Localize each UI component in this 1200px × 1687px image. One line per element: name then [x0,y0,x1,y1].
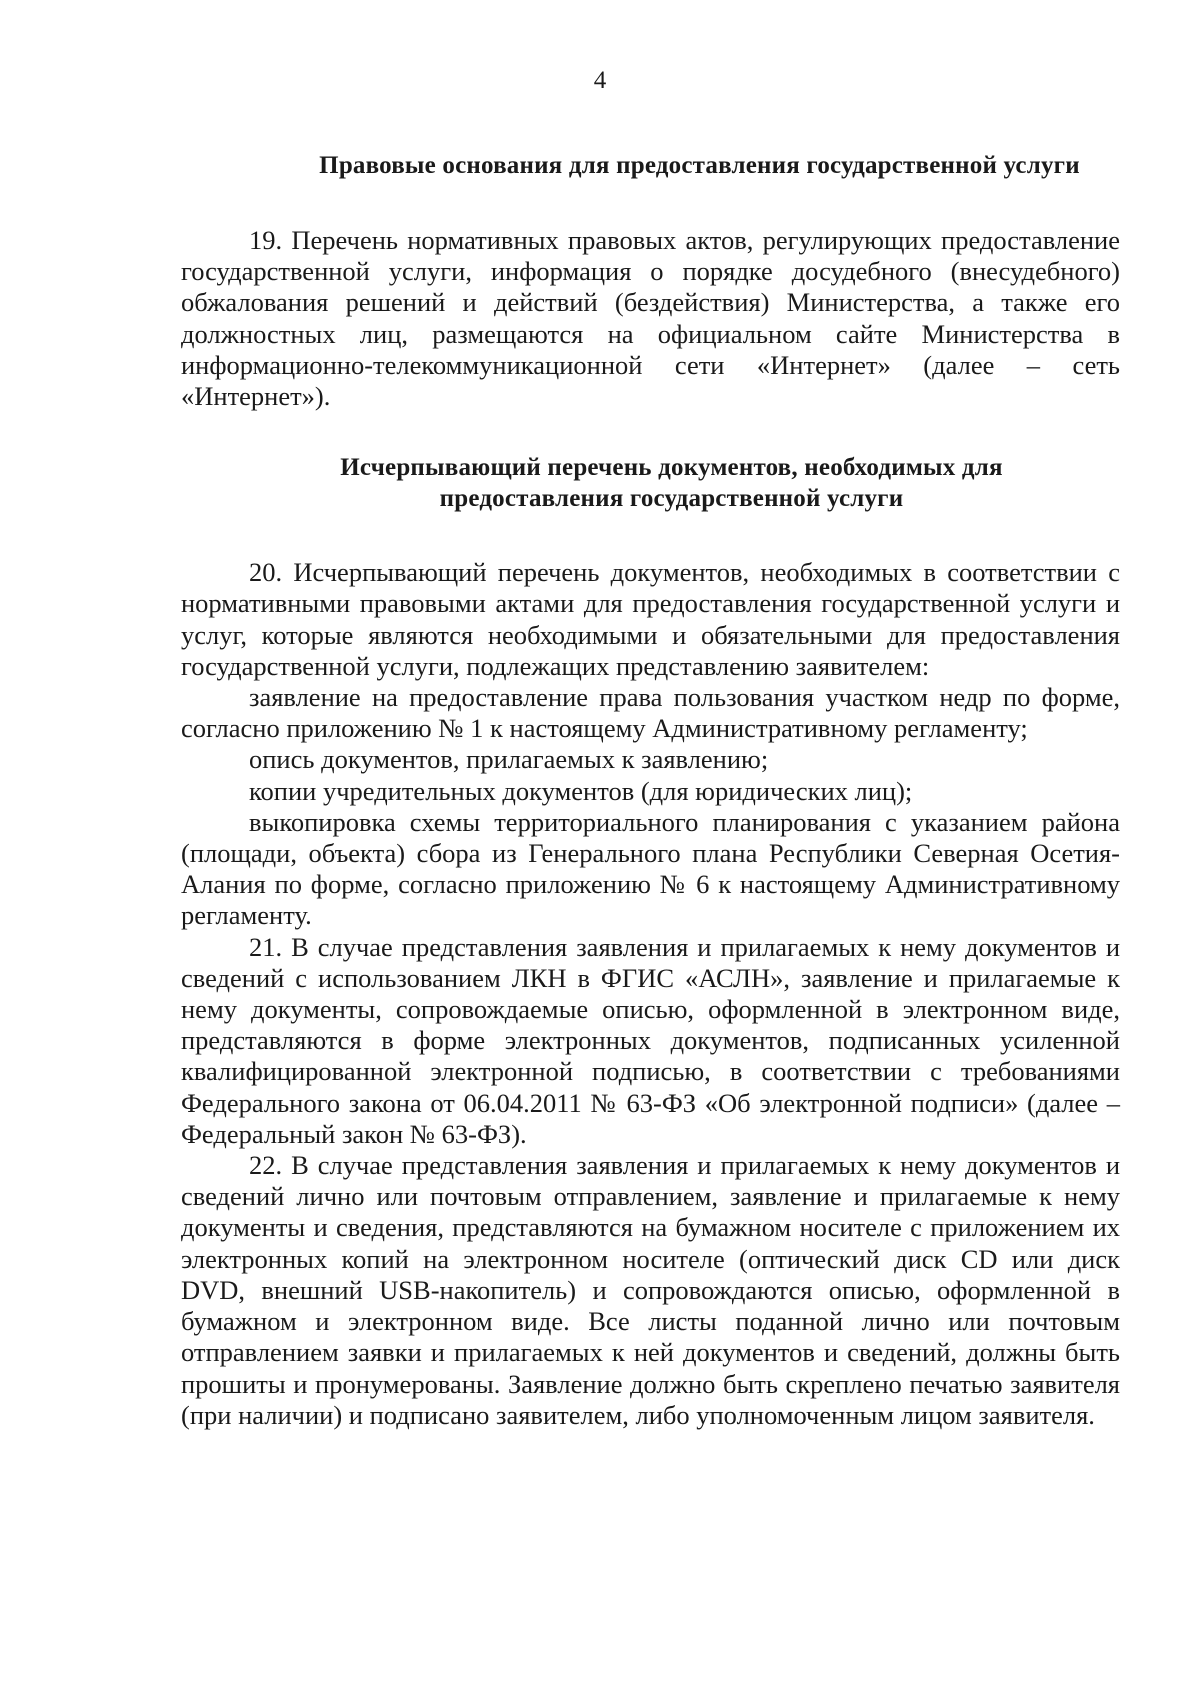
page-number: 4 [593,67,607,94]
section-heading-documents-list [181,452,1120,514]
section-heading-legal-basis: Правовые основания для предоставления государственной услуги [319,152,1080,179]
list-item-charter-copies: копии учредительных документов (для юридических лиц); [249,775,913,806]
paragraph-21: 21. В случае представления заявления и прилагаемых к нему документов и сведений с использованием ЛКН в ФГИС «АСЛН», заявление и прилагаемые к нему документы, сопровождаемые описью, оформленной в электронном виде, представляются в форме электронных документов, подписанных усиленной квалифицированной электронной подписью, в соответствии с требованиями Федерального закона от 06.04.2011 № 63-ФЗ «Об электронной подписи» (далее – Федеральный закон № 63-ФЗ). [181,931,1120,1149]
document-body [181,150,1120,1431]
paragraph-20: 20. Исчерпывающий перечень документов, необходимых в соответствии с нормативными правовыми актами для предоставления государственной услуги и услуг, которые являются необходимыми и обязательными для предоставления государственной услуги, подлежащих представлению заявителем: [181,557,1120,681]
list-item-application: заявление на предоставление права пользования участком недр по форме, согласно приложению № 1 к настоящему Административному регламенту; [181,682,1120,744]
section-heading-line-2: предоставления государственной услуги [439,485,904,513]
paragraph-22: 22. В случае представления заявления и прилагаемых к нему документов и сведений лично или почтовым отправлением, заявление и прилагаемые к нему документы и сведения, представляются на бумажном носителе с приложением их электронных копий на электронном носителе (оптический диск CD или диск DVD, внешний USB-накопитель) и сопровождаются описью, оформленной в бумажном и электронном виде. Все листы поданной лично или почтовым отправлением заявки и прилагаемых к ней документов и сведений, должны быть прошиты и пронумерованы. Заявление должно быть скреплено печатью заявителя (при наличии) и подписано заявителем, либо уполномоченным лицом заявителя. [181,1150,1120,1430]
section-heading-line-1: Исчерпывающий перечень документов, необходимых для [340,454,1003,482]
list-item-plan-extract: выкопировка схемы территориального планирования с указанием района (площади, объекта) сбора из Генерального плана Республики Северная Осетия-Алания по форме, согласно приложению № 6 к настоящему Административному регламенту. [181,806,1120,931]
paragraph-19: 19. Перечень нормативных правовых актов, регулирующих предоставление государственной услуги, информация о порядке досудебного (внесудебного) обжалования решений и действий (бездействия) Министерства, а также его должностных лиц, размещаются на официальном сайте Министерства в информационно-телекоммуникационной сети «Интернет» (далее – сеть «Интернет»). [181,225,1120,412]
list-item-inventory: опись документов, прилагаемых к заявлению; [249,744,769,775]
